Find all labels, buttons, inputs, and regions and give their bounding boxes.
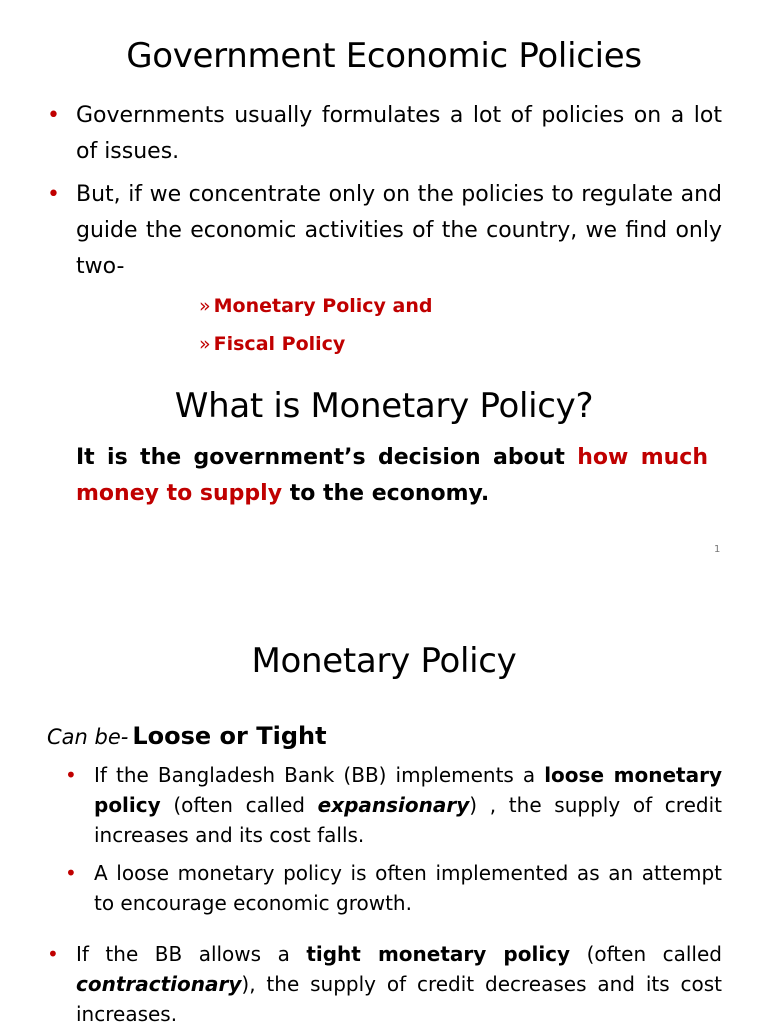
bullet-text: But, if we concentrate only on the policies to regulate and guide the economic activities of the country, we find only two- (76, 182, 722, 279)
sub-item-label: Monetary Policy and (213, 295, 433, 317)
list-item (65, 760, 722, 850)
definition-highlight: how much money to supply (76, 445, 708, 506)
bullet-text: If the BB allows a tight monetary policy (often called contractionary), the supply of credit decreases and its cost increases. (76, 942, 722, 1026)
sub-item-monetary (199, 293, 433, 319)
bullet-text: A loose monetary policy is often implemented as an attempt to encourage economic growth. (94, 861, 722, 915)
definition-text (76, 440, 708, 512)
definition-part: to the economy. (282, 481, 490, 506)
section-heading: What is Monetary Policy? (174, 386, 594, 426)
can-be-value: Loose or Tight (132, 722, 327, 750)
chevron-right-icon: » (199, 295, 211, 317)
bullet-text: If the Bangladesh Bank (BB) implements a loose monetary policy (often called expansionary) , the supply of credit increases and its cost falls. (94, 763, 722, 847)
bullet-icon: • (47, 103, 60, 128)
bullet-icon: • (47, 182, 60, 207)
bullet-icon: • (47, 942, 59, 966)
can-be-line (47, 722, 327, 750)
bullet-text: Governments usually formulates a lot of policies on a lot of issues. (76, 103, 722, 164)
list-item (47, 939, 722, 1029)
sub-item-label: Fiscal Policy (213, 333, 346, 355)
slide1-title: Government Economic Policies (126, 36, 642, 76)
sub-item-fiscal (199, 331, 345, 357)
list-item (65, 858, 722, 918)
definition-part: It is the government’s decision about (76, 445, 578, 470)
bullet-icon: • (65, 763, 77, 787)
bullet-icon: • (65, 861, 77, 885)
can-be-label: Can be- (47, 725, 129, 749)
list-item (47, 177, 722, 285)
chevron-right-icon: » (199, 333, 211, 355)
list-item (47, 98, 722, 170)
slide2-title: Monetary Policy (251, 641, 517, 681)
page-number: 1 (714, 544, 721, 555)
